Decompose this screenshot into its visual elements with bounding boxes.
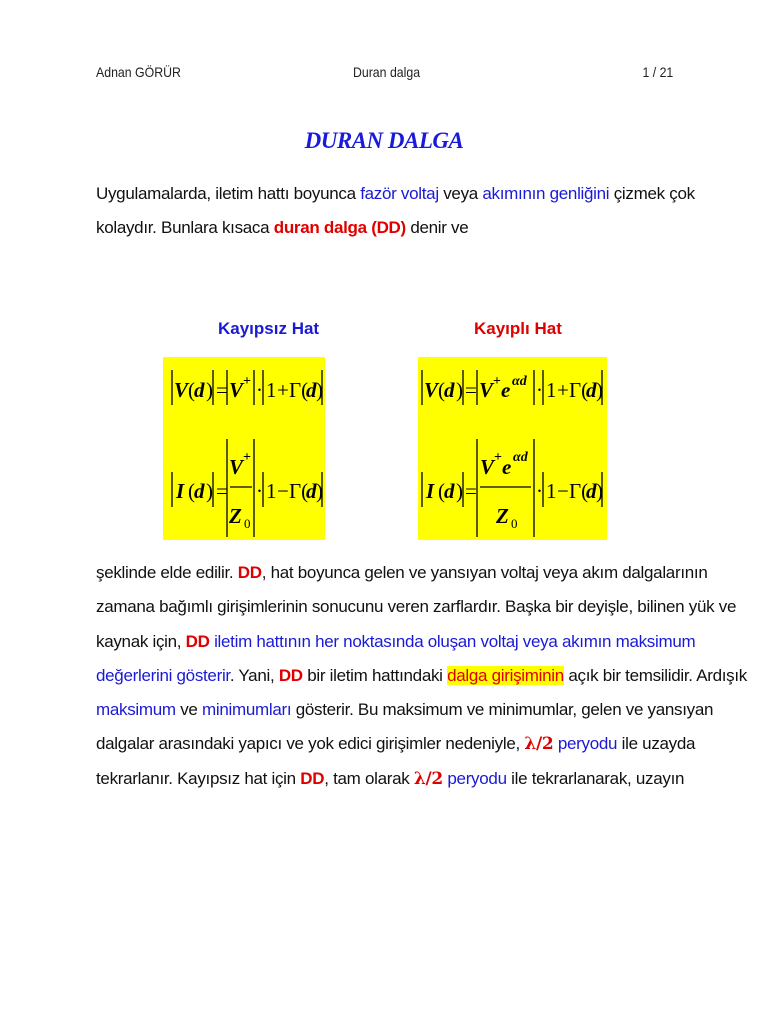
svg-text:e: e xyxy=(501,378,511,402)
header-page-number: 1 / 21 xyxy=(642,64,674,80)
svg-text:−: − xyxy=(557,479,569,503)
body-line-6 xyxy=(96,727,696,761)
svg-text:+: + xyxy=(494,450,502,465)
document-title: DURAN DALGA xyxy=(304,128,464,153)
svg-text:e: e xyxy=(502,455,512,479)
svg-text:1: 1 xyxy=(546,378,557,402)
svg-text:): ) xyxy=(316,479,323,503)
body-line-2: zamana bağımlı girişimlerinin sonucunu veren zarflardır. Başka bir deyişle, bilinen yük ve xyxy=(96,597,737,617)
svg-text:·: · xyxy=(256,378,263,402)
intro-line-2 xyxy=(96,211,672,245)
text-run: Uygulamalarda, iletim hattı boyunca xyxy=(96,184,356,203)
svg-text:V: V xyxy=(479,378,494,402)
term-peryodu: peryodu xyxy=(557,734,618,754)
svg-text:+: + xyxy=(243,450,251,465)
svg-text:d: d xyxy=(586,479,597,503)
term-dd: DD xyxy=(278,665,303,685)
text-run: , hat boyunca gelen ve yansıyan voltaj veya akım dalgalarının xyxy=(261,563,708,582)
term-akim-genligi: akımının genliğini xyxy=(482,184,610,203)
svg-text:=: = xyxy=(465,378,477,402)
svg-text:): ) xyxy=(316,378,323,402)
svg-text:Z: Z xyxy=(229,504,242,528)
svg-text:·: · xyxy=(256,479,263,503)
term-definition-end: değerlerini gösterir xyxy=(96,665,230,685)
svg-text:V: V xyxy=(424,378,439,402)
svg-text:=: = xyxy=(216,378,228,402)
svg-text:V: V xyxy=(480,455,495,479)
svg-text:Γ(: Γ( xyxy=(569,479,589,503)
svg-text:Γ(: Γ( xyxy=(289,479,309,503)
text-run: bir iletim hattındaki xyxy=(307,665,443,685)
text-run: ile uzayda xyxy=(621,734,696,754)
text-run: ve xyxy=(180,700,198,720)
svg-text:−: − xyxy=(277,479,289,503)
body-line-4 xyxy=(96,659,747,693)
text-run: . Yani, xyxy=(229,665,275,685)
term-lambda-half: λ/2 xyxy=(524,734,554,755)
svg-text:): ) xyxy=(456,479,463,503)
svg-text:Γ(: Γ( xyxy=(569,378,589,402)
svg-text:αd: αd xyxy=(513,450,528,465)
lossy-heading: Kayıplı Hat xyxy=(474,319,562,338)
svg-text:αd: αd xyxy=(512,374,527,389)
svg-text:d: d xyxy=(194,479,205,503)
text-run: kolaydır. Bunlara kısaca xyxy=(96,218,270,238)
header-topic: Duran dalga xyxy=(352,64,421,80)
svg-text:I: I xyxy=(426,479,435,503)
svg-text:+: + xyxy=(277,378,289,402)
text-run: açık bir temsilidir. Ardışık xyxy=(568,665,747,685)
svg-text:): ) xyxy=(596,378,603,402)
highlighted-term: dalga girişiminin xyxy=(447,665,564,685)
term-lambda-half: λ/2 xyxy=(413,768,443,789)
svg-text:+: + xyxy=(243,374,251,389)
term-dd: DD xyxy=(300,768,325,788)
svg-text:0: 0 xyxy=(511,516,518,531)
term-definition: iletim hattının her noktasında oluşan voltaj veya akımın maksimum xyxy=(214,631,696,651)
svg-text:+: + xyxy=(493,374,501,389)
term-fazor-voltaj: fazör voltaj xyxy=(360,184,439,203)
eq-i-magnitude: I xyxy=(176,479,185,503)
svg-text:Z: Z xyxy=(496,504,509,528)
svg-text:(: ( xyxy=(438,479,445,503)
svg-text:V: V xyxy=(229,455,244,479)
svg-text:1: 1 xyxy=(266,378,277,402)
svg-text:Γ(: Γ( xyxy=(289,378,309,402)
svg-text:(: ( xyxy=(188,378,195,402)
svg-text:1: 1 xyxy=(546,479,557,503)
text-run: dalgalar arasındaki yapıcı ve yok edici girişimler nedeniyle, xyxy=(96,734,520,754)
text-run: ile tekrarlanarak, uzayın xyxy=(511,768,685,788)
svg-text:=: = xyxy=(216,479,228,503)
svg-text:0: 0 xyxy=(244,516,251,531)
term-maksimum: maksimum xyxy=(96,700,176,720)
term-dd: DD xyxy=(185,631,210,651)
text-run: veya xyxy=(443,184,478,203)
text-run: , tam olarak xyxy=(324,768,410,788)
svg-text:d: d xyxy=(306,378,317,402)
lossless-heading: Kayıpsız Hat xyxy=(218,319,320,338)
svg-text:d: d xyxy=(444,479,455,503)
svg-text:+: + xyxy=(557,378,569,402)
svg-text:): ) xyxy=(456,378,463,402)
body-paragraph xyxy=(96,556,747,796)
svg-text:): ) xyxy=(596,479,603,503)
eq-v-magnitude: V xyxy=(174,378,189,402)
svg-text:1: 1 xyxy=(266,479,277,503)
term-peryodu: peryodu xyxy=(447,768,507,788)
svg-text:): ) xyxy=(206,479,213,503)
text-run: çizmek çok xyxy=(613,184,695,203)
lossless-equation-box xyxy=(163,357,325,540)
body-line-3 xyxy=(96,625,696,659)
body-line-1 xyxy=(96,556,708,590)
svg-text:d: d xyxy=(444,378,455,402)
svg-text:d: d xyxy=(306,479,317,503)
text-run: gösterir. Bu maksimum ve minimumlar, gelen ve yansıyan xyxy=(295,700,714,720)
lossy-equation-box xyxy=(418,357,607,540)
page-header xyxy=(96,64,674,84)
text-run: tekrarlanır. Kayıpsız hat için xyxy=(96,768,296,788)
svg-text:·: · xyxy=(536,378,543,402)
text-run: şeklinde elde edilir. xyxy=(96,563,234,582)
lossy-equations-svg xyxy=(418,357,607,540)
intro-paragraph xyxy=(96,177,695,246)
svg-text:V: V xyxy=(229,378,244,402)
body-line-7 xyxy=(96,762,685,796)
svg-text:(: ( xyxy=(188,479,195,503)
term-dd: DD xyxy=(237,563,262,582)
term-duran-dalga: duran dalga (DD) xyxy=(273,218,406,238)
body-line-5 xyxy=(96,693,714,727)
svg-text:d: d xyxy=(194,378,205,402)
svg-text:=: = xyxy=(465,479,477,503)
header-author: Adnan GÖRÜR xyxy=(96,64,181,80)
text-run: kaynak için, xyxy=(96,631,182,651)
svg-text:): ) xyxy=(206,378,213,402)
term-minimumlari: minimumları xyxy=(202,700,292,720)
text-run: denir ve xyxy=(410,218,469,238)
lossless-equations-svg xyxy=(163,357,325,540)
svg-text:(: ( xyxy=(438,378,445,402)
svg-text:·: · xyxy=(536,479,543,503)
svg-text:d: d xyxy=(586,378,597,402)
intro-line-1 xyxy=(96,177,695,211)
